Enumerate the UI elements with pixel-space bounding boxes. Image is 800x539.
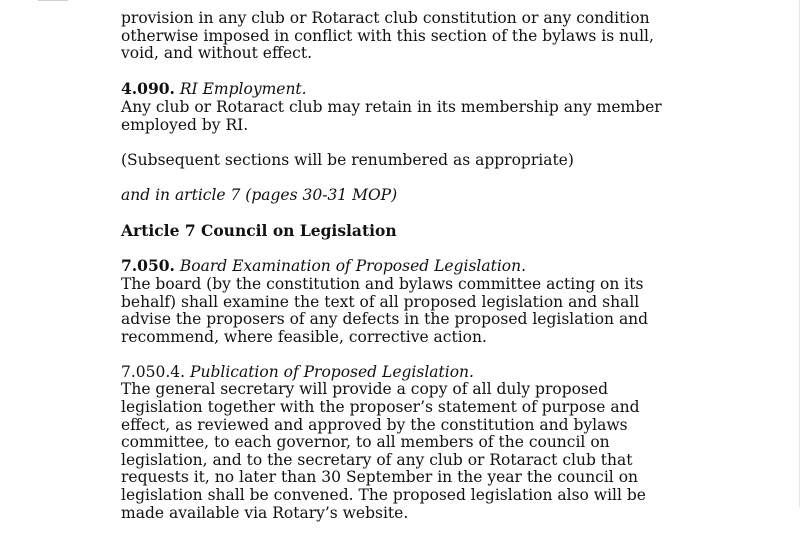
section-4-090 — [121, 80, 691, 134]
section-7-050-number: 7.050. — [121, 256, 175, 276]
section-7-050-4-body: The general secretary will provide a copy of all duly proposed legislation together with the proposer’s statement of purpose and effect, as reviewed and approved by the constitution and bylaws committee, to each governor, to all members of the council on legislation, and to the secretary of any club or Rotaract club that requests it, no later than 30 September in the year the council on legislation shall be convened. The proposed legislation also will be made available via Rotary’s website. — [121, 380, 646, 522]
section-7-050-4-title: Publication of Proposed Legislation. — [190, 362, 474, 381]
article-reference: and in article 7 (pages 30-31 MOP) — [121, 185, 398, 204]
article-heading: Article 7 Council on Legislation — [121, 221, 397, 241]
section-4-090-title: RI Employment. — [179, 80, 307, 99]
section-4-090-number: 4.090. — [121, 79, 175, 99]
document-content — [121, 10, 691, 539]
section-7-050 — [121, 257, 691, 346]
section-7-050-heading — [121, 257, 691, 276]
section-7-050-title: Board Examination of Proposed Legislation. — [179, 257, 527, 276]
section-7-050-4 — [121, 364, 691, 522]
section-4-090-heading — [121, 80, 691, 99]
section-7-050-4-number: 7.050.4. — [121, 362, 186, 381]
renumber-note: (Subsequent sections will be renumbered as appropriate) — [121, 150, 574, 169]
page-edge-mark — [38, 0, 68, 1]
section-7-050-body: The board (by the constitution and bylaws committee acting on its behalf) shall examine the text of all proposed legislation and shall advise the proposers of any defects in the proposed legislation and recommend, where feasible, corrective action. — [121, 274, 649, 346]
section-7-050-4-heading — [121, 364, 691, 382]
section-4-090-body: Any club or Rotaract club may retain in its membership any member employed by RI. — [121, 97, 662, 134]
continuation-paragraph: provision in any club or Rotaract club constitution or any condition otherwise imposed in conflict with this section of the bylaws is null, void, and without effect. — [121, 9, 654, 63]
